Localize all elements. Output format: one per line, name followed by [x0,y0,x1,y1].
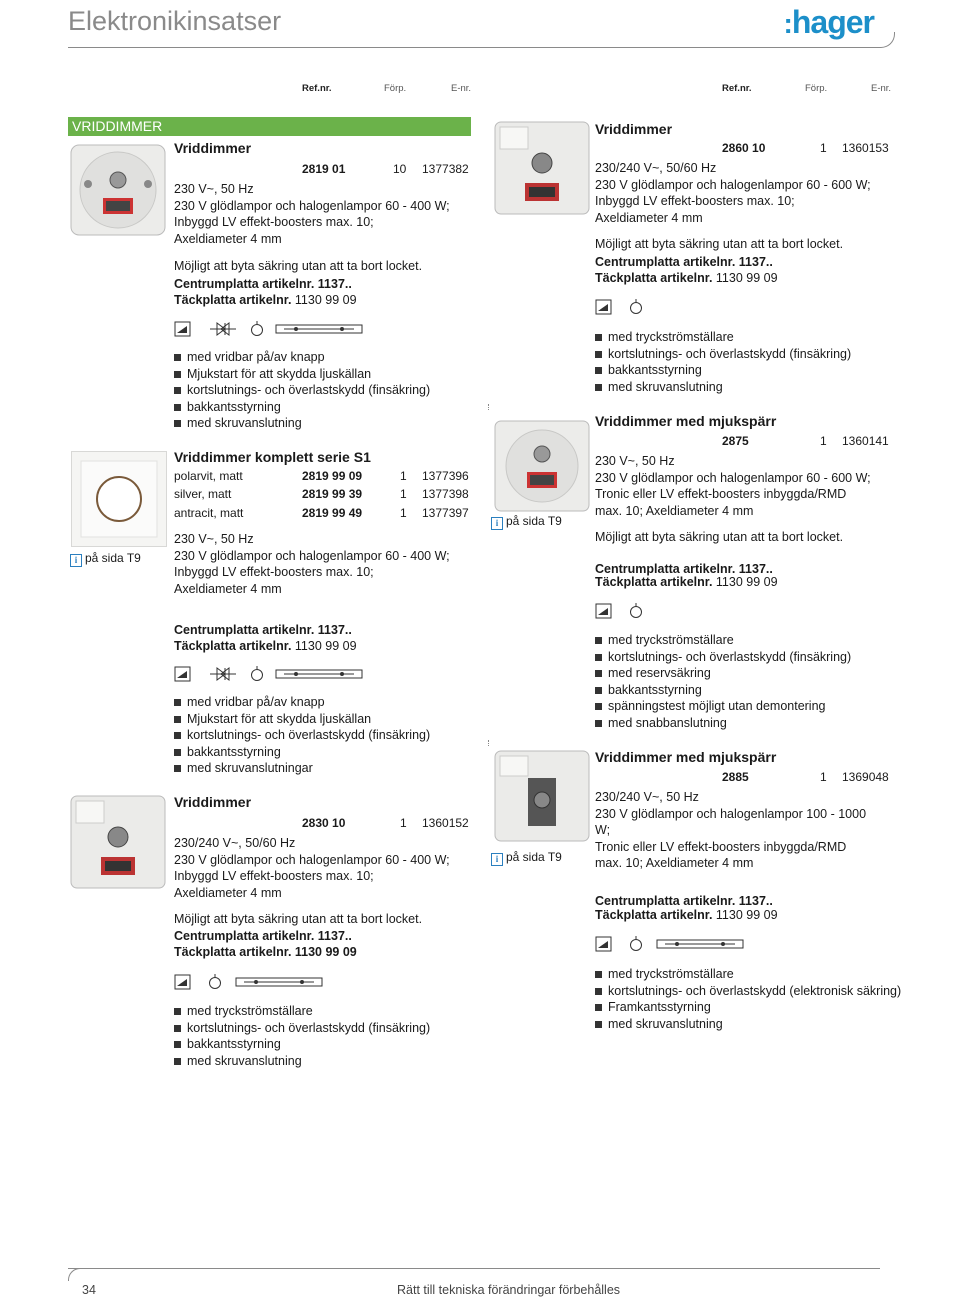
info-icon: i [491,517,503,530]
symbols-2819 [174,320,364,338]
product-image-2860 [494,121,590,215]
lamp-symbol-icon [252,321,263,336]
lamp-symbol-icon [631,299,642,314]
note-2830: Möjligt att byta säkring utan att ta bort locket. [174,912,423,926]
triac-symbol-icon [210,323,236,335]
transformer-symbol-icon [276,325,362,333]
list-item: med vridbar på/av knapp [174,694,430,711]
list-item: med skruvanslutning [174,1053,430,1070]
product-image-s1 [71,451,167,547]
info-icon: i [491,853,503,866]
plate-2860: Centrumplatta artikelnr. 1137.. [595,255,773,269]
lamp-symbol-icon [631,936,642,951]
transformer-symbol-icon [657,940,743,948]
header-arc [880,32,895,48]
desc-s1: 230 V~, 50 Hz 230 V glödlampor och halogenlampor 60 - 400 W; Inbyggd LV effekt-boosters max. 10; Axeldiameter 4 mm [174,532,450,596]
info-link-2875[interactable]: i på sida T9 [491,514,562,530]
note-2819: Möjligt att byta säkring utan att ta bort locket. [174,259,423,273]
list-item: med reservsäkring [595,665,851,682]
info-icon: i [70,554,82,567]
cover-s1: Täckplatta artikelnr. 1130 99 09 [174,639,357,653]
features-2830 [174,1003,430,1069]
product-title-2875: Vriddimmer med mjukspärr [595,413,777,429]
lamp-symbol-icon [210,974,221,989]
product-title-2860: Vriddimmer [595,121,673,137]
list-item: kortslutnings- och överlastskydd (finsäkring) [595,346,851,363]
triac-symbol-icon [210,668,236,680]
desc-2875: 230 V~, 50 Hz 230 V glödlampor och halogenlampor 60 - 600 W; Tronic eller LV effekt-boosters inbyggda/RMD max. 10; Axeldiameter 4 mm [595,454,871,518]
footer-divider [68,1268,880,1269]
divider [488,740,489,746]
symbols-2860 [595,298,655,316]
page-number: 34 [82,1283,96,1297]
divider [488,404,489,410]
note-2860: Möjligt att byta säkring utan att ta bort locket. [595,237,844,251]
list-item: med snabbanslutning [595,715,851,732]
note-2875: Möjligt att byta säkring utan att ta bort locket. [595,530,844,544]
list-item: med skruvanslutning [174,415,430,432]
brand-logo: :hager [783,4,874,40]
plate-s1: Centrumplatta artikelnr. 1137.. [174,623,352,637]
symbols-2885 [595,935,755,953]
desc-2885: 230/240 V~, 50 Hz 230 V glödlampor och halogenlampor 100 - 1000 W; Tronic eller LV effekt-boosters inbyggda/RMD max. 10; Axeldiameter 4 mm [595,790,867,870]
dimmer-symbol-icon [175,975,190,989]
dimmer-symbol-icon [175,322,190,336]
cover-2885: Täckplatta artikelnr. 1130 99 09 [595,908,778,922]
product-title-2819: Vriddimmer [174,140,252,156]
list-item: kortslutnings- och överlastskydd (finsäkring) [174,1020,430,1037]
section-title: VRIDDIMMER [68,117,471,136]
dimmer-symbol-icon [175,667,190,681]
info-link-s1[interactable]: i på sida T9 [70,551,141,567]
desc-2819: 230 V~, 50 Hz 230 V glödlampor och halogenlampor 60 - 400 W; Inbyggd LV effekt-boosters max. 10; Axeldiameter 4 mm [174,182,450,246]
list-item: Mjukstart för att skydda ljuskällan [174,366,430,383]
footer-arc [68,1268,81,1281]
page-title: Elektronikinsatser [68,6,282,36]
list-item: bakkantsstyrning [595,362,851,379]
list-item: kortslutnings- och överlastskydd (finsäkring) [174,382,430,399]
product-title-2830: Vriddimmer [174,794,252,810]
product-image-2875 [494,420,590,512]
symbols-2875 [595,602,655,620]
dimmer-symbol-icon [596,604,611,618]
plate-2830: Centrumplatta artikelnr. 1137.. [174,929,352,943]
features-s1 [174,694,430,777]
footer-note: Rätt till tekniska förändringar förbehålles [397,1283,621,1297]
features-2875 [595,632,851,731]
transformer-symbol-icon [236,978,322,986]
list-item: Mjukstart för att skydda ljuskällan [174,711,430,728]
list-item: bakkantsstyrning [174,399,430,416]
product-title-2885: Vriddimmer med mjukspärr [595,749,777,765]
product-image-2885 [494,750,590,842]
list-item: med tryckströmställare [595,329,851,346]
list-item: bakkantsstyrning [174,744,430,761]
dimmer-symbol-icon [596,300,611,314]
list-item: med tryckströmställare [174,1003,430,1020]
plate-2885: Centrumplatta artikelnr. 1137.. [595,894,773,908]
features-2819 [174,349,430,432]
plate-2875: Centrumplatta artikelnr. 1137.. [595,562,773,576]
symbols-s1 [174,665,364,683]
features-2860 [595,329,851,395]
list-item: med tryckströmställare [595,966,901,983]
list-item: med vridbar på/av knapp [174,349,430,366]
list-item: med tryckströmställare [595,632,851,649]
transformer-symbol-icon [276,670,362,678]
list-item: Framkantsstyrning [595,999,901,1016]
desc-2830: 230/240 V~, 50/60 Hz 230 V glödlampor och halogenlampor 60 - 400 W; Inbyggd LV effekt-boosters max. 10; Axeldiameter 4 mm [174,836,450,900]
lamp-symbol-icon [252,666,263,681]
list-item: bakkantsstyrning [174,1036,430,1053]
lamp-symbol-icon [631,603,642,618]
product-image-2830 [70,795,166,889]
symbols-2830 [174,973,364,991]
list-item: bakkantsstyrning [595,682,851,699]
cover-2875: Täckplatta artikelnr. 1130 99 09 [595,575,778,589]
list-item: med skruvanslutning [595,1016,901,1033]
desc-2860: 230/240 V~, 50/60 Hz 230 V glödlampor och halogenlampor 60 - 600 W; Inbyggd LV effekt-boosters max. 10; Axeldiameter 4 mm [595,161,871,225]
features-2885 [595,966,901,1032]
cover-2819: Täckplatta artikelnr. 1130 99 09 [174,293,357,307]
cover-2860: Täckplatta artikelnr. 1130 99 09 [595,271,778,285]
product-title-s1: Vriddimmer komplett serie S1 [174,449,371,465]
list-item: med skruvanslutning [595,379,851,396]
info-link-2885[interactable]: i på sida T9 [491,850,562,866]
list-item: kortslutnings- och överlastskydd (finsäkring) [174,727,430,744]
dimmer-symbol-icon [596,937,611,951]
product-image-2819 [70,144,166,236]
cover-2830: Täckplatta artikelnr. 1130 99 09 [174,945,357,959]
list-item: kortslutnings- och överlastskydd (finsäkring) [595,649,851,666]
list-item: kortslutnings- och överlastskydd (elektronisk säkring) [595,983,901,1000]
list-item: spänningstest möjligt utan demontering [595,698,851,715]
list-item: med skruvanslutningar [174,760,430,777]
plate-2819: Centrumplatta artikelnr. 1137.. [174,277,352,291]
header-divider [68,47,880,48]
